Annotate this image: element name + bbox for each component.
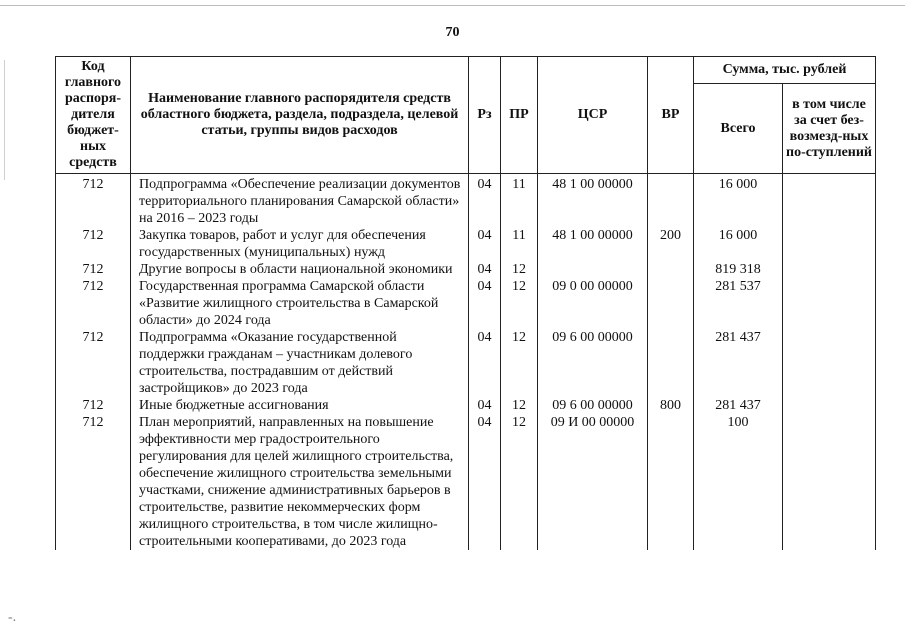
rz-cell: 04	[469, 414, 501, 550]
header-row	[56, 57, 876, 84]
table-row	[56, 227, 876, 261]
header-total: Всего	[694, 84, 783, 174]
name-cell: Закупка товаров, работ и услуг для обеспечения государственных (муниципальных) нужд	[131, 227, 469, 261]
table-row	[56, 397, 876, 414]
header-code: Код главного распоря-дителя бюджет-ных средств	[56, 57, 131, 174]
header-vr: ВР	[648, 57, 694, 174]
code-cell: 712	[56, 176, 131, 227]
vr-cell: 800	[648, 397, 694, 414]
csr-cell	[538, 261, 648, 278]
table-row	[56, 261, 876, 278]
pr-cell: 11	[501, 227, 538, 261]
pr-cell: 12	[501, 278, 538, 329]
scan-edge-mark	[4, 60, 5, 180]
vr-cell	[648, 278, 694, 329]
pr-cell: 12	[501, 261, 538, 278]
code-cell: 712	[56, 261, 131, 278]
vr-cell: 200	[648, 227, 694, 261]
rz-cell: 04	[469, 397, 501, 414]
code-cell: 712	[56, 414, 131, 550]
rz-cell: 04	[469, 227, 501, 261]
budget-table	[55, 56, 876, 550]
name-cell: Иные бюджетные ассигнования	[131, 397, 469, 414]
free-cell	[783, 261, 876, 278]
name-cell: Другие вопросы в области национальной экономики	[131, 261, 469, 278]
free-cell	[783, 227, 876, 261]
rz-cell: 04	[469, 261, 501, 278]
code-cell: 712	[56, 278, 131, 329]
free-cell	[783, 176, 876, 227]
header-pr: ПР	[501, 57, 538, 174]
csr-cell: 09 6 00 00000	[538, 329, 648, 397]
header-free: в том числе за счет без-возмезд-ных по-ступлений	[783, 84, 876, 174]
csr-cell: 48 1 00 00000	[538, 227, 648, 261]
header-sum: Сумма, тыс. рублей	[694, 57, 876, 84]
pr-cell: 12	[501, 329, 538, 397]
total-cell: 819 318	[694, 261, 783, 278]
pr-cell: 12	[501, 414, 538, 550]
total-cell: 281 437	[694, 397, 783, 414]
header-rz: Рз	[469, 57, 501, 174]
table-row	[56, 329, 876, 397]
total-cell: 16 000	[694, 176, 783, 227]
code-cell: 712	[56, 227, 131, 261]
rz-cell: 04	[469, 278, 501, 329]
csr-cell: 09 6 00 00000	[538, 397, 648, 414]
scan-artifact: -.	[8, 610, 17, 625]
total-cell: 16 000	[694, 227, 783, 261]
table-row	[56, 278, 876, 329]
name-cell: Подпрограмма «Обеспечение реализации документов территориального планирования Самарской области» на 2016 – 2023 годы	[131, 176, 469, 227]
name-cell: Государственная программа Самарской области «Развитие жилищного строительства в Самарской области» до 2024 года	[131, 278, 469, 329]
table-row	[56, 176, 876, 227]
rz-cell: 04	[469, 329, 501, 397]
table-row	[56, 414, 876, 550]
free-cell	[783, 329, 876, 397]
rz-cell: 04	[469, 176, 501, 227]
csr-cell: 09 И 00 00000	[538, 414, 648, 550]
pr-cell: 12	[501, 397, 538, 414]
scan-edge-line	[0, 5, 905, 6]
csr-cell: 48 1 00 00000	[538, 176, 648, 227]
code-cell: 712	[56, 397, 131, 414]
total-cell: 100	[694, 414, 783, 550]
header-csr: ЦСР	[538, 57, 648, 174]
vr-cell	[648, 261, 694, 278]
code-cell: 712	[56, 329, 131, 397]
free-cell	[783, 397, 876, 414]
total-cell: 281 537	[694, 278, 783, 329]
name-cell: План мероприятий, направленных на повышение эффективности мер градостроительного регулирования для целей жилищного строительства, обеспечение жилищного строительства земельными участками, снижение административных барьеров в строительстве, развитие некоммерческих форм жилищного строительства, в том числе жилищно-строительными кооперативами, до 2023 года	[131, 414, 469, 550]
vr-cell	[648, 414, 694, 550]
csr-cell: 09 0 00 00000	[538, 278, 648, 329]
free-cell	[783, 414, 876, 550]
total-cell: 281 437	[694, 329, 783, 397]
vr-cell	[648, 329, 694, 397]
name-cell: Подпрограмма «Оказание государственной поддержки гражданам – участникам долевого строительства, пострадавшим от действий застройщиков» до 2023 года	[131, 329, 469, 397]
header-name: Наименование главного распорядителя средств областного бюджета, раздела, подраздела, целевой статьи, группы видов расходов	[131, 57, 469, 174]
vr-cell	[648, 176, 694, 227]
free-cell	[783, 278, 876, 329]
page-number: 70	[445, 25, 460, 40]
pr-cell: 11	[501, 176, 538, 227]
